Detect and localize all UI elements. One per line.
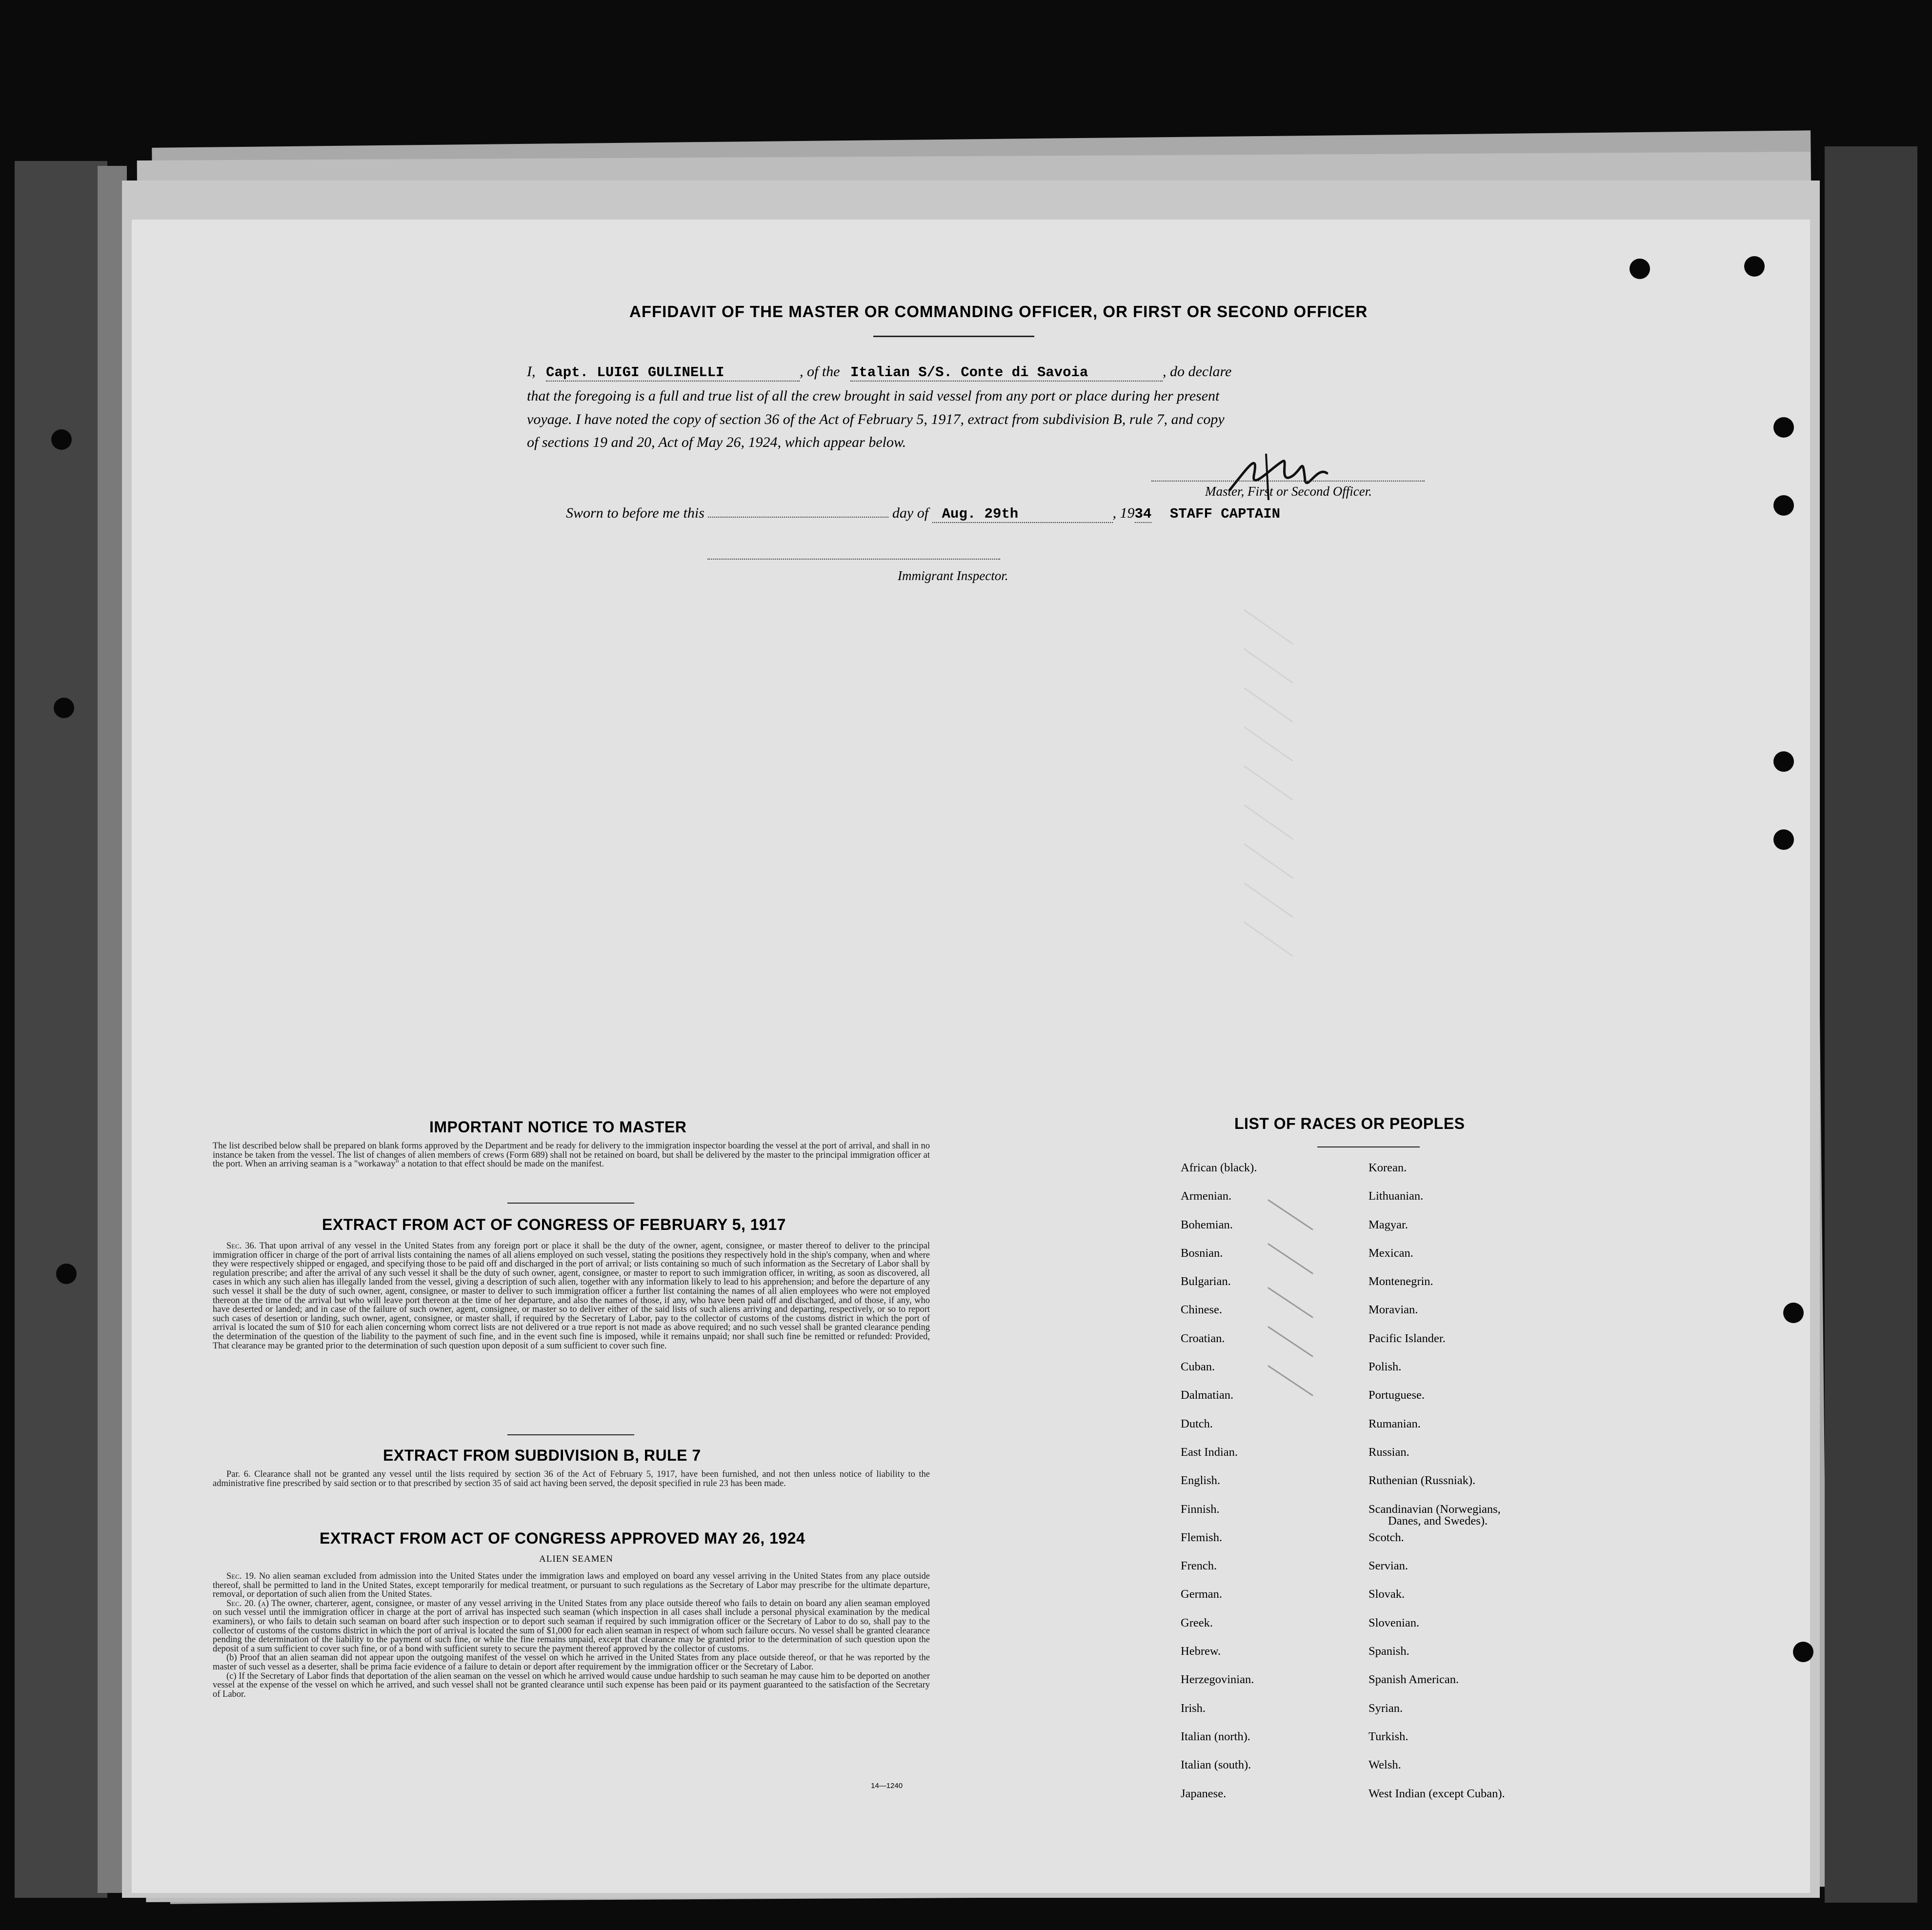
punch-hole bbox=[1773, 417, 1794, 438]
race-item: African (black). bbox=[1181, 1161, 1257, 1174]
day-of-label: day of bbox=[892, 505, 929, 521]
alien-seamen-heading: ALIEN SEAMEN bbox=[539, 1554, 613, 1564]
race-label: Russian. bbox=[1368, 1445, 1409, 1459]
race-label: Montenegrin. bbox=[1368, 1275, 1433, 1288]
race-item bbox=[1368, 1645, 1505, 1673]
sworn-date: Aug. 29th bbox=[942, 506, 1019, 522]
punch-hole bbox=[1793, 1642, 1813, 1662]
race-item: East Indian. bbox=[1181, 1445, 1238, 1459]
race-label: Pacific Islander. bbox=[1368, 1331, 1446, 1345]
race-item bbox=[1368, 1503, 1505, 1531]
race-label: West Indian (except Cuban). bbox=[1368, 1787, 1505, 1800]
act-1924-title: EXTRACT FROM ACT OF CONGRESS APPROVED MAY 26, 1924 bbox=[320, 1529, 805, 1547]
race-item bbox=[1368, 1360, 1505, 1388]
races-title-rule bbox=[1317, 1146, 1420, 1147]
race-item bbox=[1368, 1474, 1505, 1502]
punch-hole bbox=[51, 429, 72, 450]
race-item: English. bbox=[1181, 1474, 1220, 1488]
binder-spine bbox=[15, 161, 107, 1898]
inspector-signature-line bbox=[707, 559, 1000, 560]
race-item: Croatian. bbox=[1181, 1331, 1225, 1345]
race-item: German. bbox=[1181, 1588, 1223, 1601]
race-label: Korean. bbox=[1368, 1161, 1407, 1174]
race-item bbox=[1368, 1417, 1505, 1446]
sec-20a-text: The owner, charterer, agent, consignee, or master of any vessel arriving in the United States from any place outside thereof who fails to detain on board any alien seaman employed on such vessel until the immigration officer in charge at the port of arrival has inspected such seaman (which inspection in all cases shall include a personal physical examination by the medical examiners), or who fails to detain such seaman on board after such inspection or to deport such seaman if required by such immigration officer or the Secretary of Labor to do so, shall pay to the collector of customs of the customs district in which the port of arrival is located the sum of $1,000 for each alien seaman in respect of whom such failure occurs. No vessel shall be granted clearance pending the determination of the liability to the payment of such fine, or while the fine remains unpaid, except that clearance may be granted prior to the determination of such question upon the deposit of a sum sufficient to cover such fine, or of a bond with sufficient surety to secure the payment thereof approved by the collector of customs. bbox=[213, 1598, 930, 1654]
sec-20a-label: Sec. 20. (a) bbox=[226, 1598, 269, 1608]
race-item: Italian (north). bbox=[1181, 1729, 1250, 1743]
sec-20a-paragraph bbox=[213, 1599, 930, 1654]
race-item bbox=[1368, 1189, 1505, 1218]
race-item bbox=[1368, 1275, 1505, 1303]
notice-title: IMPORTANT NOTICE TO MASTER bbox=[429, 1118, 687, 1136]
race-item: Dutch. bbox=[1181, 1417, 1213, 1430]
officer-title: STAFF CAPTAIN bbox=[1169, 506, 1281, 522]
punch-hole bbox=[54, 698, 74, 718]
title-rule bbox=[873, 336, 1034, 337]
race-label: Servian. bbox=[1368, 1559, 1408, 1573]
punch-hole bbox=[1630, 259, 1650, 279]
punch-hole bbox=[1744, 256, 1765, 277]
race-label: Slovenian. bbox=[1368, 1616, 1420, 1629]
race-label: Magyar. bbox=[1368, 1218, 1408, 1231]
races-title: LIST OF RACES OR PEOPLES bbox=[1234, 1115, 1465, 1132]
section-divider bbox=[507, 1203, 634, 1204]
race-item bbox=[1368, 1730, 1505, 1758]
race-item bbox=[1368, 1446, 1505, 1474]
master-name-field bbox=[546, 363, 800, 382]
race-label: Ruthenian (Russniak). bbox=[1368, 1474, 1476, 1488]
punch-hole bbox=[1783, 1303, 1804, 1323]
par-6-text: Clearance shall not be granted any vessel until the lists required by section 36 of the Act of February 5, 1917, have been furnished, and not then unless notice of liability to the administrative fine prescribed by said section or to that prescribed by section 35 of said act having been served, the deposit specified in rule 23 has been made. bbox=[213, 1469, 930, 1488]
race-item bbox=[1368, 1388, 1505, 1417]
race-item bbox=[1368, 1758, 1505, 1787]
affidavit-line-1 bbox=[527, 363, 1231, 382]
affidavit-i: I, bbox=[527, 363, 536, 380]
sec-20b-text: Proof that an alien seaman did not appear upon the outgoing manifest of the vessel on which he arrived in the United States from any place outside thereof, or that he was reported by the master of such vessel as a deserter, shall be prima facie evidence of a failure to detain or deport after requirement by the immigration officer or the Secretary of Labor. bbox=[213, 1653, 930, 1672]
race-item: Chinese. bbox=[1181, 1303, 1223, 1317]
sec-20c-label: (c) bbox=[226, 1671, 237, 1681]
race-item bbox=[1368, 1787, 1505, 1815]
binder-right-edge bbox=[1825, 146, 1917, 1903]
race-item: Japanese. bbox=[1181, 1787, 1227, 1800]
race-label: Spanish. bbox=[1368, 1645, 1409, 1658]
signature-caption: Master, First or Second Officer. bbox=[1205, 484, 1372, 499]
sec-20b-paragraph bbox=[213, 1653, 930, 1671]
sworn-year: 34 bbox=[1134, 506, 1152, 522]
race-item bbox=[1368, 1161, 1505, 1189]
race-label-continuation: Danes, and Swedes). bbox=[1388, 1514, 1488, 1528]
race-label: Turkish. bbox=[1368, 1729, 1409, 1743]
affidavit-of-the: , of the bbox=[800, 363, 840, 380]
rule-7-text bbox=[213, 1470, 930, 1488]
race-item bbox=[1368, 1246, 1505, 1275]
race-item bbox=[1368, 1673, 1505, 1701]
race-label: Slovak. bbox=[1368, 1588, 1405, 1601]
race-item: Herzegovinian. bbox=[1181, 1673, 1254, 1687]
race-label: Spanish American. bbox=[1368, 1673, 1459, 1687]
inspector-caption: Immigrant Inspector. bbox=[898, 568, 1008, 583]
par-6-label: Par. 6. bbox=[226, 1469, 251, 1479]
race-item bbox=[1368, 1588, 1505, 1616]
affidavit-line-4: of sections 19 and 20, Act of May 26, 1924, which appear below. bbox=[527, 434, 906, 450]
race-item: Dalmatian. bbox=[1181, 1388, 1234, 1402]
punch-hole bbox=[56, 1264, 77, 1284]
affidavit-title: AFFIDAVIT OF THE MASTER OR COMMANDING OFFICER, OR FIRST OR SECOND OFFICER bbox=[629, 302, 1368, 321]
race-item bbox=[1368, 1616, 1505, 1645]
race-item: Armenian. bbox=[1181, 1189, 1232, 1203]
race-item: Bulgarian. bbox=[1181, 1275, 1231, 1288]
act-1917-title: EXTRACT FROM ACT OF CONGRESS OF FEBRUARY 5, 1917 bbox=[322, 1216, 786, 1233]
race-item bbox=[1368, 1702, 1505, 1730]
race-item bbox=[1368, 1303, 1505, 1331]
sec-20c-text: If the Secretary of Labor finds that deportation of the alien seaman on the vessel on which he arrived would cause undue hardship to such seaman he may cause him to be deported on another vessel at the expense of the vessel on which he arrived, and such vessel shall not be granted clearance until such expense has been paid or its payment guaranteed to the satisfaction of the Secretary of Labor. bbox=[213, 1671, 930, 1699]
affidavit-declare: , do declare bbox=[1163, 363, 1232, 380]
master-name: Capt. LUIGI GULINELLI bbox=[546, 364, 724, 381]
race-item: Cuban. bbox=[1181, 1360, 1215, 1374]
race-item: Italian (south). bbox=[1181, 1758, 1251, 1772]
punch-hole bbox=[1773, 751, 1794, 772]
sec-20b-label: (b) bbox=[226, 1653, 237, 1663]
race-item: Greek. bbox=[1181, 1616, 1213, 1629]
race-item: Irish. bbox=[1181, 1701, 1206, 1715]
sworn-day-field bbox=[708, 517, 888, 518]
sec-19-paragraph bbox=[213, 1572, 930, 1599]
race-label: Scotch. bbox=[1368, 1530, 1404, 1544]
race-item bbox=[1368, 1218, 1505, 1246]
sec-19-text: No alien seaman excluded from admission into the United States under the immigration laws and employed on board any vessel arriving in the United States from any place outside thereof, shall be permitted to land in the United States, except temporarily for medical treatment, or pursuant to such regulations as the Secretary of Labor may prescribe for the ultimate departure, removal, or deportation of such alien from the United States. bbox=[213, 1571, 930, 1600]
sec-20c-paragraph bbox=[213, 1672, 930, 1699]
race-item: Flemish. bbox=[1181, 1530, 1223, 1544]
punch-hole bbox=[1773, 495, 1794, 516]
race-label: Syrian. bbox=[1368, 1701, 1403, 1715]
race-item: Bohemian. bbox=[1181, 1218, 1233, 1231]
year-prefix: , 19 bbox=[1112, 505, 1135, 521]
sec-36-label: Sec. 36. bbox=[226, 1241, 257, 1251]
affidavit-line-3: voyage. I have noted the copy of section 36 of the Act of February 5, 1917, extract from subdivision B, rule 7, and copy bbox=[527, 411, 1225, 427]
race-item bbox=[1368, 1332, 1505, 1360]
sworn-prefix: Sworn to before me this bbox=[566, 505, 704, 521]
race-item: Bosnian. bbox=[1181, 1246, 1223, 1260]
signature-line bbox=[1151, 481, 1425, 482]
date-field bbox=[932, 505, 1113, 523]
punch-hole bbox=[1773, 829, 1794, 850]
races-left-column bbox=[1181, 1161, 1257, 1815]
race-label: Scandinavian (Norwegians, bbox=[1368, 1502, 1501, 1516]
check-marks bbox=[1264, 1161, 1327, 1405]
notice-text: The list described below shall be prepared on blank forms approved by the Department and be ready for delivery to the immigration inspector boarding the vessel at the port of arrival, and shall in no instance be taken from the vessel. The list of changes of alien members of crews (Form 689) shall not be retained on board, but shall be delivered by the master to the principal immigration officer at the port. When an arriving seaman is a "workaway" a notation to that effect should be made on the manifest. bbox=[213, 1141, 930, 1169]
sworn-line bbox=[566, 505, 1280, 523]
race-label: Mexican. bbox=[1368, 1246, 1413, 1260]
race-label: Portuguese. bbox=[1368, 1388, 1425, 1402]
rule-7-title: EXTRACT FROM SUBDIVISION B, RULE 7 bbox=[383, 1447, 701, 1464]
form-number: 14—1240 bbox=[871, 1782, 903, 1790]
race-item: French. bbox=[1181, 1559, 1217, 1573]
sec-19-label: Sec. 19. bbox=[226, 1571, 256, 1581]
affidavit-line-2: that the foregoing is a full and true list of all the crew brought in said vessel from any port or place during her present bbox=[527, 388, 1220, 404]
race-item: Hebrew. bbox=[1181, 1645, 1221, 1658]
races-right-column bbox=[1368, 1161, 1505, 1815]
race-label: Welsh. bbox=[1368, 1758, 1401, 1772]
race-label: Moravian. bbox=[1368, 1303, 1418, 1317]
race-label: Polish. bbox=[1368, 1360, 1402, 1374]
sec-36-text: That upon arrival of any vessel in the United States from any foreign port or place it shall be the duty of the owner, agent, consignee, or master thereof to deliver to the principal immigration officer in charge of the port of arrival lists containing the names of all aliens employed on such vessel, stating the positions they respectively hold in the ship's company, when and where they were respectively shipped or engaged, and specifying those to be paid off and discharged in the port of arrival; or lists containing so much of such information as the Secretary of Labor shall by regulation prescribe; and after the arrival of any such vessel it shall be the duty of such owner, agent, consignee, or master to report to such immigration officer, in writing, as soon as discovered, all cases in which any such alien has illegally landed from the vessel, giving a description of such alien, together with any information likely to lead to his apprehension; and before the departure of any such vessel it shall be the duty of such owner, agent, consignee, or master to deliver to such immigration officer a further list containing the names of all alien employees who were not employed thereon at the time of the arrival but who will leave port thereon at the time of her departure, and also the names of those, if any, who have been paid off and discharged, and of those, if any, who have deserted or landed; and in case of the failure of such owner, agent, consignee, or master so to deliver either of the said lists of such aliens arriving and departing, respectively, or so to report such cases of desertion or landing, such owner, agent, consignee, or master shall, if required by the Secretary of Labor, pay to the collector of customs of the customs district in which the port of arrival is located the sum of $10 for each alien concerning whom correct lists are not delivered or a true report is not made as above required; and no such vessel shall be granted clearance pending the determination of the question of the liability to the payment of such fine, and in the event such fine is imposed, while it remains unpaid; nor shall such fine be remitted or refunded: Provided, That clearance may be granted prior to the determination of such question upon deposit of a sum sufficient to cover such fine. bbox=[213, 1241, 930, 1351]
section-divider bbox=[507, 1434, 634, 1435]
race-label: Lithuanian. bbox=[1368, 1189, 1424, 1203]
race-item bbox=[1368, 1559, 1505, 1588]
vessel-name: Italian S/S. Conte di Savoia bbox=[850, 364, 1088, 381]
race-label: Rumanian. bbox=[1368, 1417, 1421, 1430]
vessel-field bbox=[850, 363, 1163, 382]
act-1924-text bbox=[213, 1572, 930, 1699]
act-1917-text bbox=[213, 1242, 930, 1350]
race-item: Finnish. bbox=[1181, 1502, 1220, 1516]
race-item bbox=[1368, 1531, 1505, 1559]
